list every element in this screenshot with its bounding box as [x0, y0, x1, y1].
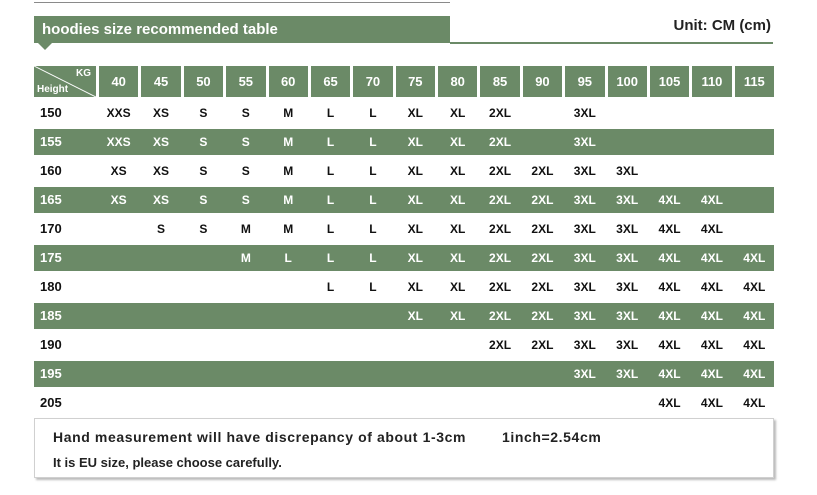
size-cell: [480, 361, 519, 387]
size-cell: [141, 332, 180, 358]
size-cell: 3XL: [573, 193, 596, 207]
size-cell: [692, 129, 731, 155]
size-cell: [692, 100, 731, 126]
weight-header-cell: 60: [269, 66, 308, 97]
top-rule: [34, 2, 450, 3]
weight-header-cell: 100: [608, 66, 647, 97]
size-cell: S: [241, 193, 250, 207]
size-cell: 2XL: [489, 164, 512, 178]
size-cell: [353, 303, 392, 329]
note-eu-size: It is EU size, please choose carefully.: [53, 455, 282, 470]
size-cell: L: [369, 106, 377, 120]
size-cell: [438, 361, 477, 387]
size-cell: 2XL: [531, 222, 554, 236]
size-cell: S: [199, 135, 208, 149]
corner-height-label: Height: [37, 84, 69, 95]
size-cell: 3XL: [573, 164, 596, 178]
size-cell: XL: [450, 164, 466, 178]
size-cell: [396, 361, 435, 387]
size-cell: [735, 158, 774, 184]
size-cell: [141, 274, 180, 300]
size-cell: 2XL: [489, 338, 512, 352]
height-cell: 150: [40, 105, 62, 120]
size-cell: L: [369, 135, 377, 149]
size-cell: [99, 274, 138, 300]
size-cell: [311, 332, 350, 358]
size-cell: [226, 361, 265, 387]
height-cell: 170: [40, 221, 62, 236]
size-cell: XL: [407, 193, 423, 207]
size-cell: XS: [153, 106, 170, 120]
weight-header-cell: 90: [523, 66, 562, 97]
size-cell: M: [283, 164, 294, 178]
size-cell: 3XL: [616, 222, 639, 236]
size-cell: [480, 390, 519, 416]
size-cell: 4XL: [700, 396, 723, 410]
size-cell: [650, 129, 689, 155]
weight-header-cell: 85: [480, 66, 519, 97]
height-cell: 185: [40, 308, 62, 323]
size-cell: [141, 303, 180, 329]
table-row: [34, 245, 774, 271]
size-cell: 2XL: [489, 251, 512, 265]
size-cell: XS: [110, 164, 127, 178]
weight-header-cell: 45: [141, 66, 180, 97]
size-cell: L: [284, 251, 292, 265]
size-cell: XXS: [106, 106, 131, 120]
table-row: [34, 332, 774, 358]
weight-header-cell: 105: [650, 66, 689, 97]
size-cell: L: [326, 106, 335, 120]
size-cell: [99, 361, 138, 387]
size-cell: 4XL: [658, 367, 681, 381]
table-row: [34, 361, 774, 387]
size-cell: 3XL: [616, 309, 639, 323]
size-cell: 4XL: [658, 251, 681, 265]
size-cell: 4XL: [658, 193, 681, 207]
size-cell: [438, 332, 477, 358]
size-cell: 4XL: [743, 338, 766, 352]
weight-header-cell: 80: [438, 66, 477, 97]
size-cell: [523, 390, 562, 416]
height-cell: 195: [40, 366, 62, 381]
size-cell: XS: [153, 135, 170, 149]
size-cell: [269, 303, 308, 329]
table-row: [34, 129, 774, 155]
weight-header-cell: 55: [226, 66, 265, 97]
weight-header-row: [34, 66, 774, 97]
note-box: [34, 418, 774, 478]
size-cell: L: [326, 193, 335, 207]
height-cell: 190: [40, 337, 62, 352]
size-cell: [523, 129, 562, 155]
height-cell: 205: [40, 395, 62, 410]
size-cell: XL: [407, 164, 423, 178]
size-cell: [269, 274, 308, 300]
size-cell: [735, 129, 774, 155]
size-cell: M: [283, 135, 294, 149]
size-cell: XL: [407, 135, 423, 149]
weight-header-cell: 95: [565, 66, 604, 97]
size-cell: 3XL: [616, 164, 639, 178]
size-cell: 4XL: [658, 280, 681, 294]
size-cell: [184, 361, 223, 387]
size-cell: L: [326, 251, 335, 265]
size-cell: 4XL: [743, 280, 766, 294]
size-cell: [735, 216, 774, 242]
size-cell: [608, 129, 647, 155]
size-cell: 4XL: [658, 309, 681, 323]
size-cell: [269, 361, 308, 387]
table-body: [34, 100, 774, 416]
size-cell: 2XL: [531, 251, 554, 265]
size-cell: 3XL: [616, 367, 639, 381]
size-cell: [650, 100, 689, 126]
size-cell: L: [369, 222, 377, 236]
size-cell: 4XL: [658, 396, 681, 410]
size-cell: 2XL: [531, 193, 554, 207]
size-cell: [523, 100, 562, 126]
size-cell: [692, 158, 731, 184]
size-cell: 4XL: [700, 309, 723, 323]
size-cell: 3XL: [573, 338, 596, 352]
size-cell: [184, 390, 223, 416]
table-row: [34, 216, 774, 242]
height-cell: 155: [40, 134, 62, 149]
weight-header-cell: 70: [353, 66, 392, 97]
unit-label: Unit: CM (cm): [673, 17, 771, 34]
size-cell: XL: [450, 251, 466, 265]
size-cell: 3XL: [616, 251, 639, 265]
size-cell: XL: [407, 222, 423, 236]
size-cell: XL: [450, 222, 466, 236]
size-cell: 2XL: [489, 309, 512, 323]
size-cell: [608, 100, 647, 126]
size-cell: 3XL: [616, 193, 639, 207]
size-cell: XL: [450, 135, 466, 149]
size-cell: [99, 245, 138, 271]
size-cell: [735, 187, 774, 213]
table-row: [34, 303, 774, 329]
size-cell: 2XL: [489, 280, 512, 294]
size-cell: 4XL: [700, 280, 723, 294]
size-cell: [269, 332, 308, 358]
size-cell: S: [199, 222, 208, 236]
height-cell: 160: [40, 163, 62, 178]
size-cell: 4XL: [658, 222, 681, 236]
size-cell: [226, 303, 265, 329]
weight-header-cell: 50: [184, 66, 223, 97]
size-cell: L: [369, 193, 377, 207]
size-cell: [269, 390, 308, 416]
size-cell: [141, 361, 180, 387]
size-cell: 2XL: [531, 309, 554, 323]
size-cell: [608, 390, 647, 416]
size-table: [34, 66, 774, 416]
size-cell: 3XL: [573, 106, 596, 120]
size-cell: [99, 332, 138, 358]
size-cell: 2XL: [489, 106, 512, 120]
note-measurement: Hand measurement will have discrepancy of about 1-3cm 1inch=2.54cm: [53, 429, 602, 445]
size-cell: 3XL: [573, 309, 596, 323]
table-row: [34, 100, 774, 126]
size-cell: 2XL: [489, 135, 512, 149]
size-cell: 4XL: [700, 222, 723, 236]
size-cell: [396, 390, 435, 416]
height-cell: 175: [40, 250, 62, 265]
size-cell: 2XL: [489, 222, 512, 236]
size-cell: XL: [407, 106, 423, 120]
size-cell: [735, 100, 774, 126]
size-cell: L: [326, 222, 335, 236]
size-cell: L: [326, 135, 335, 149]
size-cell: [226, 390, 265, 416]
size-cell: 3XL: [573, 251, 596, 265]
table-row: [34, 158, 774, 184]
weight-header-cell: 115: [735, 66, 774, 97]
size-cell: 3XL: [573, 222, 596, 236]
size-cell: XS: [110, 193, 127, 207]
table-title: hoodies size recommended table: [34, 16, 450, 43]
size-cell: 4XL: [743, 309, 766, 323]
size-cell: M: [240, 251, 251, 265]
size-cell: 4XL: [700, 251, 723, 265]
size-cell: [396, 332, 435, 358]
size-cell: L: [326, 280, 335, 294]
size-cell: [141, 390, 180, 416]
corner-cell: [34, 66, 96, 97]
size-cell: XL: [407, 251, 423, 265]
size-cell: S: [157, 222, 166, 236]
size-cell: 2XL: [531, 280, 554, 294]
size-cell: [353, 390, 392, 416]
size-cell: M: [283, 222, 294, 236]
weight-header-cell: 40: [99, 66, 138, 97]
size-cell: [353, 332, 392, 358]
size-cell: M: [240, 222, 251, 236]
size-cell: L: [326, 164, 335, 178]
height-cell: 180: [40, 279, 62, 294]
size-cell: [99, 216, 138, 242]
size-cell: 3XL: [616, 280, 639, 294]
size-cell: [438, 390, 477, 416]
size-cell: [184, 303, 223, 329]
size-cell: XL: [450, 106, 466, 120]
size-cell: S: [199, 193, 208, 207]
table-row: [34, 187, 774, 213]
size-cell: 4XL: [700, 367, 723, 381]
size-cell: L: [369, 280, 377, 294]
size-cell: 4XL: [743, 396, 766, 410]
size-cell: [311, 390, 350, 416]
size-cell: [565, 390, 604, 416]
size-cell: [184, 274, 223, 300]
size-cell: S: [241, 164, 250, 178]
weight-header-cell: 110: [692, 66, 731, 97]
size-cell: XL: [407, 280, 423, 294]
size-cell: [311, 303, 350, 329]
height-cell: 165: [40, 192, 62, 207]
size-cell: [184, 245, 223, 271]
size-cell: XS: [153, 164, 170, 178]
size-cell: [226, 274, 265, 300]
size-cell: 3XL: [573, 280, 596, 294]
size-cell: [184, 332, 223, 358]
size-cell: S: [199, 106, 208, 120]
size-cell: XL: [407, 309, 423, 323]
size-cell: XL: [450, 193, 466, 207]
size-cell: 3XL: [616, 338, 639, 352]
size-cell: XS: [153, 193, 170, 207]
size-cell: 4XL: [658, 338, 681, 352]
size-cell: 2XL: [531, 338, 554, 352]
size-cell: [523, 361, 562, 387]
size-cell: 4XL: [743, 251, 766, 265]
size-cell: S: [199, 164, 208, 178]
size-cell: XL: [450, 280, 466, 294]
size-cell: 4XL: [743, 367, 766, 381]
size-cell: 3XL: [573, 135, 596, 149]
size-cell: M: [283, 106, 294, 120]
size-cell: 3XL: [573, 367, 596, 381]
title-underline: [450, 42, 773, 44]
size-cell: XL: [450, 309, 466, 323]
weight-header-cell: 65: [311, 66, 350, 97]
title-notch: [38, 43, 52, 50]
weight-header-cell: 75: [396, 66, 435, 97]
size-cell: XXS: [106, 135, 131, 149]
size-cell: [99, 390, 138, 416]
size-cell: [99, 303, 138, 329]
size-cell: [353, 361, 392, 387]
size-cell: S: [241, 106, 250, 120]
table-row: [34, 274, 774, 300]
size-cell: L: [369, 164, 377, 178]
corner-kg-label: KG: [76, 68, 91, 79]
size-cell: M: [283, 193, 294, 207]
size-cell: [650, 158, 689, 184]
size-cell: 4XL: [700, 193, 723, 207]
size-cell: [226, 332, 265, 358]
size-cell: L: [369, 251, 377, 265]
table-row: [34, 390, 774, 416]
size-cell: 2XL: [531, 164, 554, 178]
size-cell: [311, 361, 350, 387]
size-cell: 4XL: [700, 338, 723, 352]
size-cell: S: [241, 135, 250, 149]
size-cell: 2XL: [489, 193, 512, 207]
size-cell: [141, 245, 180, 271]
